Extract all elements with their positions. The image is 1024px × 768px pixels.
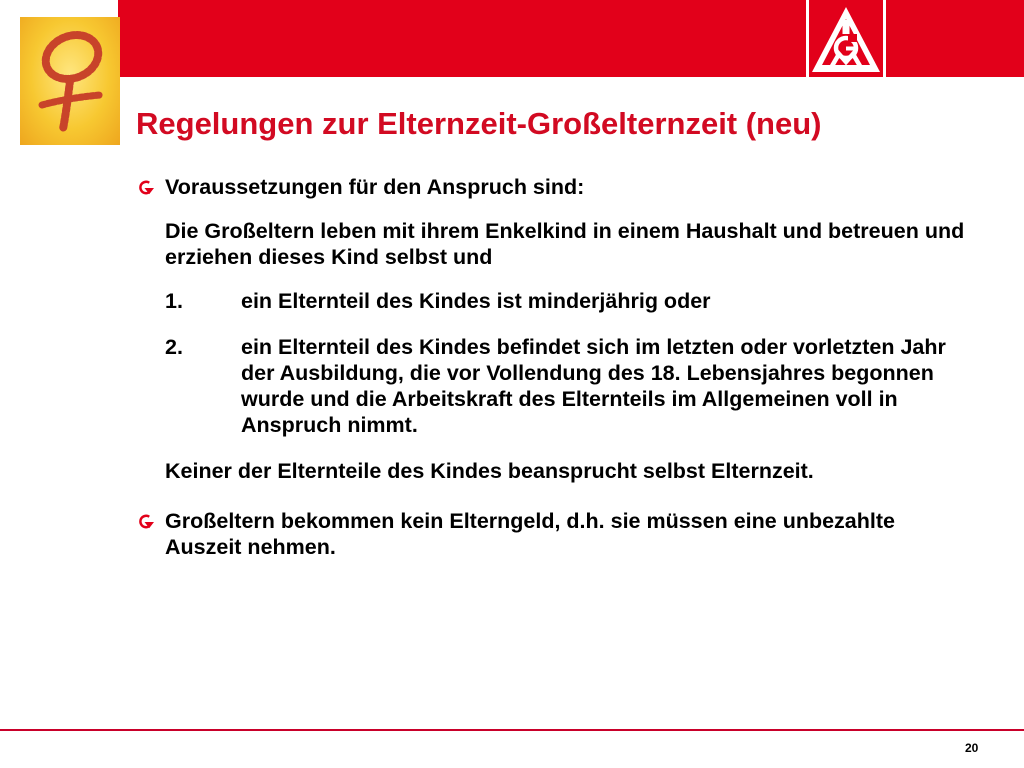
paragraph: Keiner der Elternteile des Kindes beansprucht selbst Elternzeit. — [165, 459, 814, 483]
numbered-item-text: ein Elternteil des Kindes ist minderjährig oder — [241, 289, 711, 313]
paragraph: Die Großeltern leben mit ihrem Enkelkind in einem Haushalt und betreuen und erziehen dieses Kind selbst und — [165, 219, 965, 269]
bullet-item — [135, 174, 975, 200]
ig-metall-logo-icon — [806, 0, 886, 80]
numbered-item-text: ein Elternteil des Kindes befindet sich im letzten oder vorletzten Jahr der Ausbildung, die vor Vollendung des 18. Lebensjahres begonnen wurde und die Arbeitskraft des Elternteils im Allgemeinen voll in Anspruch nimmt. — [241, 335, 946, 437]
bullet-item — [135, 508, 975, 560]
bullet-text: Voraussetzungen für den Anspruch sind: — [165, 175, 585, 199]
footer-divider — [0, 729, 1024, 731]
page-number: 20 — [965, 741, 979, 755]
numbered-item — [135, 334, 975, 438]
bullet-text: Großeltern bekommen kein Elterngeld, d.h. sie müssen eine unbezahlte Auszeit nehmen. — [165, 509, 895, 559]
numbered-item-label: 1. — [165, 289, 183, 313]
header-bar — [118, 0, 1024, 77]
numbered-item-label: 2. — [165, 335, 183, 359]
arrow-bullet-icon — [135, 178, 154, 197]
slide-title: Regelungen zur Elternzeit-Großelternzeit (neu) — [136, 106, 822, 141]
female-symbol-icon — [20, 17, 120, 145]
arrow-bullet-icon — [135, 512, 154, 531]
slide-content — [135, 174, 975, 560]
numbered-item — [135, 288, 975, 314]
